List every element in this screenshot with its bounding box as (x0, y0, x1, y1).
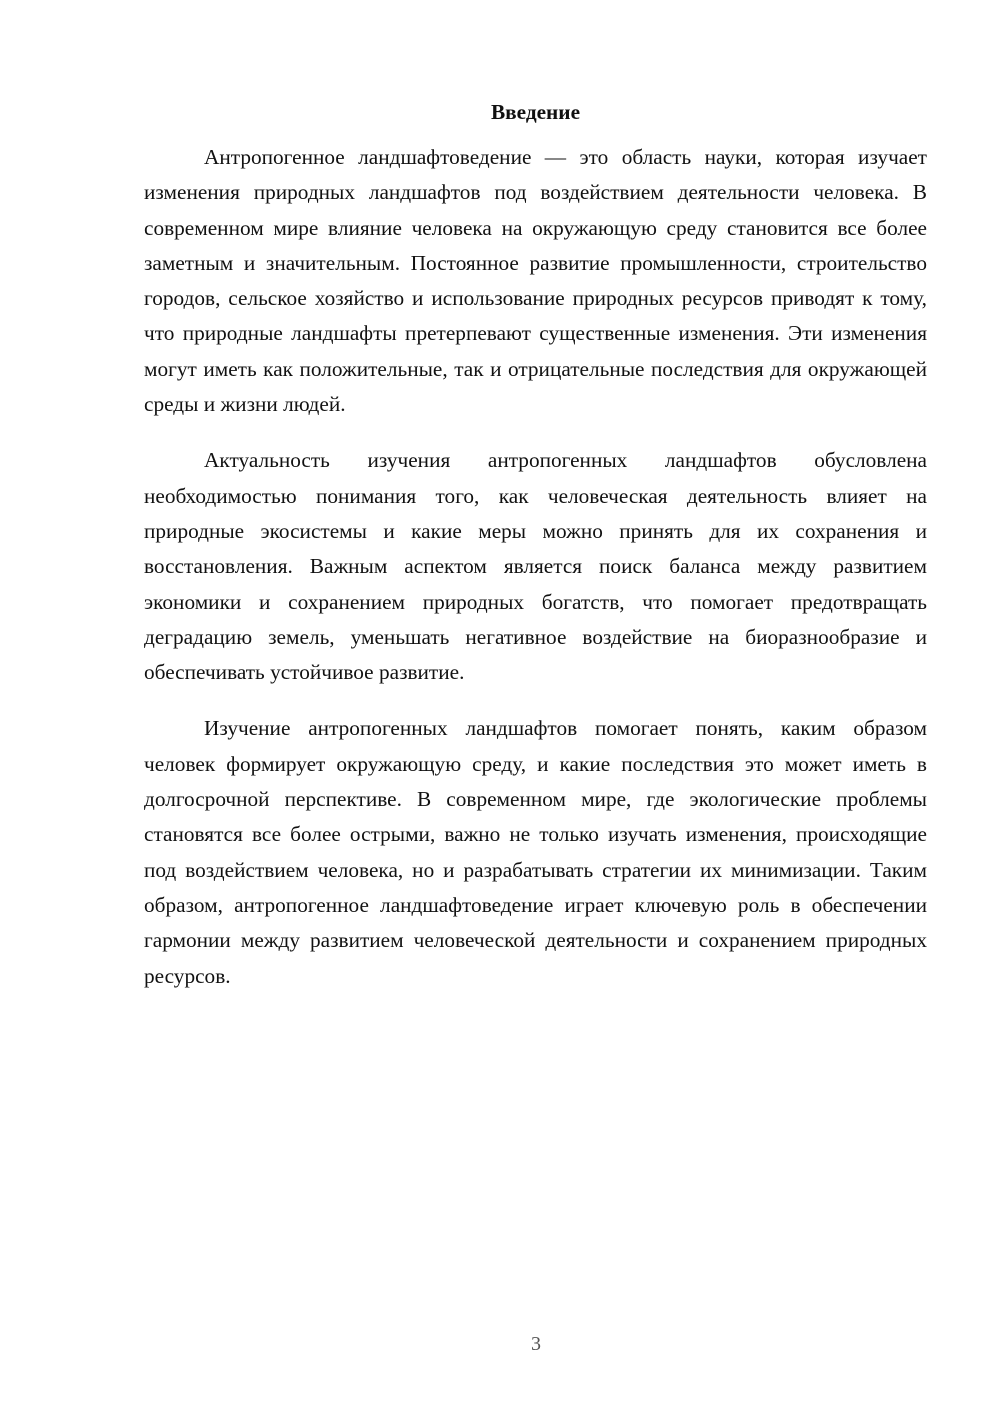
page-content (144, 98, 927, 994)
page-number: 3 (531, 1333, 541, 1355)
section-heading: Введение (490, 100, 581, 124)
paragraph-3: Изучение антропогенных ландшафтов помогает понять, каким образом человек формирует окружающую среду, и какие последствия это может иметь в долгосрочной перспективе. В современном мире, где экологические проблемы становятся все более острыми, важно не только изучать изменения, происходящие под воздействием человека, но и разрабатывать стратегии их минимизации. Таким образом, антропогенное ландшафтоведение играет ключевую роль в обеспечении гармонии между развитием человеческой деятельности и сохранением природных ресурсов. (144, 716, 927, 988)
paragraph-2: Актуальность изучения антропогенных ландшафтов обусловлена необходимостью понимания того, как человеческая деятельность влияет на природные экосистемы и какие меры можно принять для их сохранения и восстановления. Важным аспектом является поиск баланса между развитием экономики и сохранением природных богатств, что помогает предотвращать деградацию земель, уменьшать негативное воздействие на биоразнообразие и обеспечивать устойчивое развитие. (144, 448, 927, 685)
paragraph-1: Антропогенное ландшафтоведение — это область науки, которая изучает изменения природных ландшафтов под воздействием деятельности человека. В современном мире влияние человека на окружающую среду становится все более заметным и значительным. Постоянное развитие промышленности, строительство городов, сельское хозяйство и использование природных ресурсов приводят к тому, что природные ландшафты претерпевают существенные изменения. Эти изменения могут иметь как положительные, так и отрицательные последствия для окружающей среды и жизни людей. (144, 145, 927, 417)
